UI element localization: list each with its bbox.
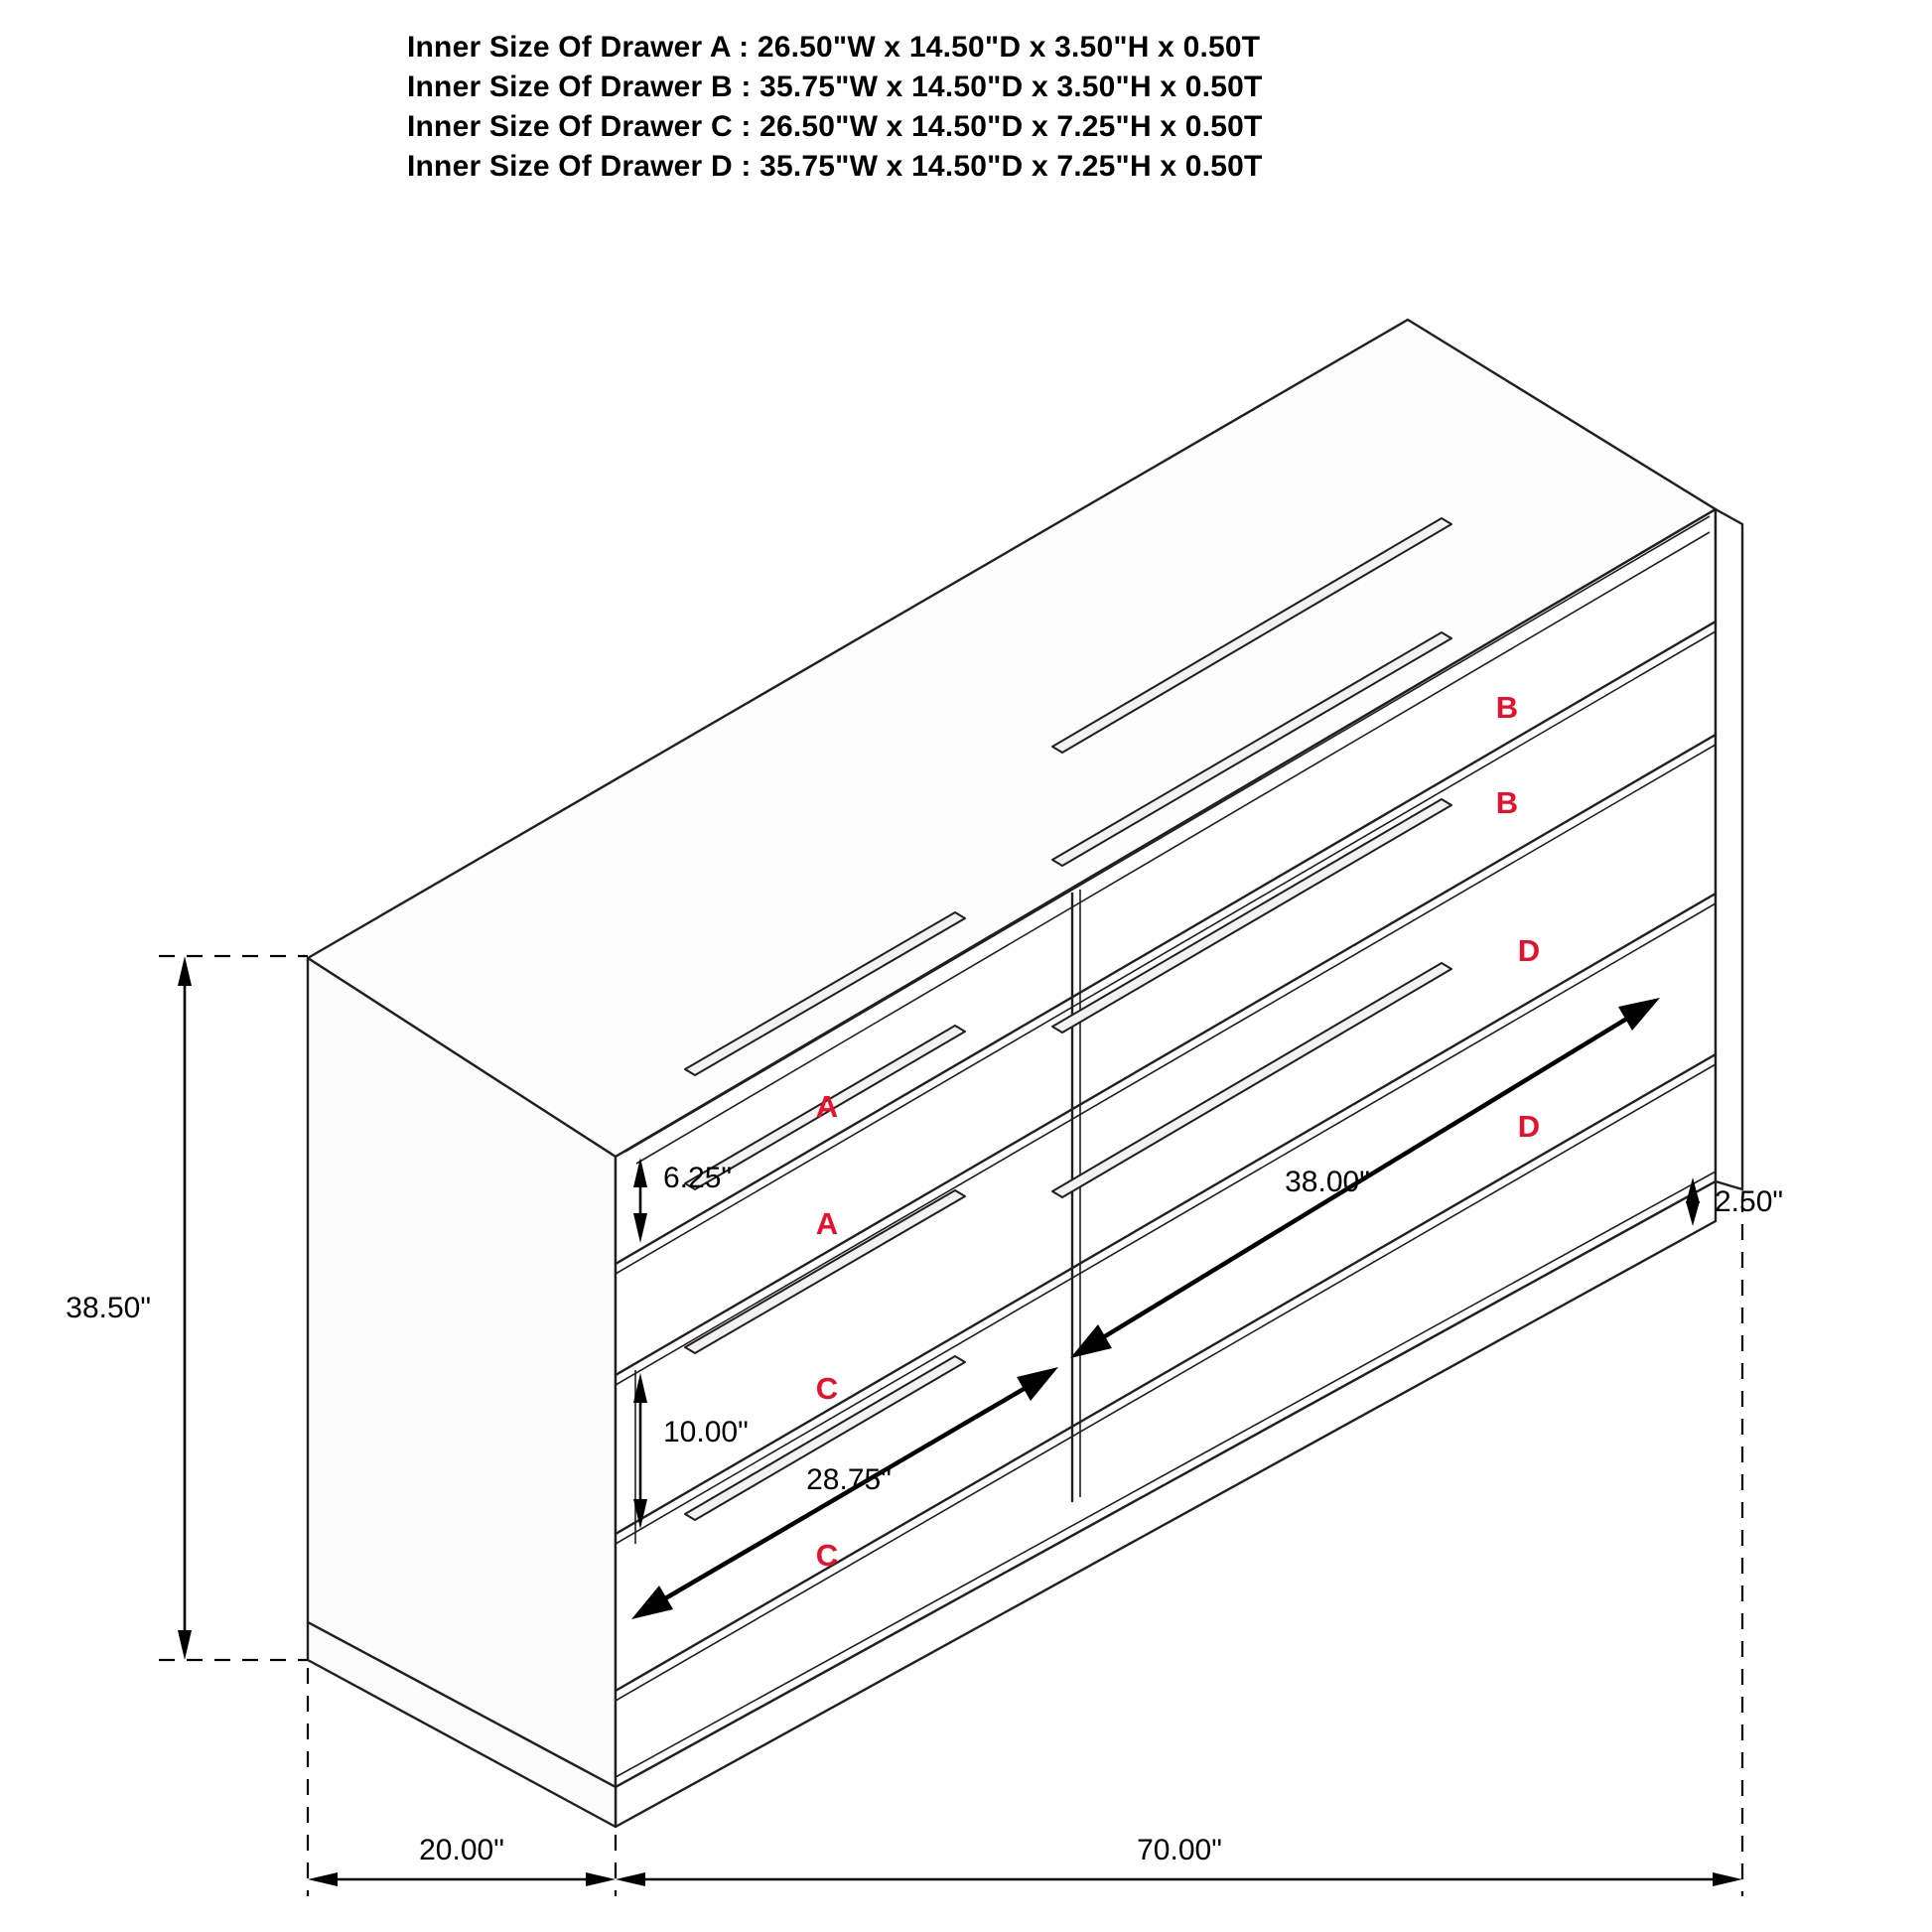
drawer-label-right-4: D: [1517, 1109, 1541, 1144]
drawer-spec-line-c: Inner Size Of Drawer C : 26.50"W x 14.50"D x 7.25"H x 0.50T: [407, 109, 1263, 143]
drawer-spec-line-d: Inner Size Of Drawer D : 35.75"W x 14.50"D x 7.25"H x 0.50T: [407, 149, 1263, 183]
drawer-label-left-3: C: [815, 1371, 839, 1406]
dimension-label-10-00: 10.00": [663, 1416, 749, 1449]
dimension-label-overall-height: 38.50": [66, 1292, 151, 1324]
dimension-label-20-00: 20.00": [419, 1834, 504, 1866]
dimension-label-70-00: 70.00": [1137, 1834, 1222, 1866]
dimension-label-2-50: 2.50": [1715, 1185, 1784, 1218]
dimension-overall-height: [66, 956, 308, 1660]
drawer-label-left-1: A: [815, 1089, 839, 1124]
cabinet-right-edge: [1716, 509, 1742, 1189]
drawer-label-right-3: D: [1517, 933, 1541, 968]
drawer-spec-line-b: Inner Size Of Drawer B : 35.75"W x 14.50"D x 3.50"H x 0.50T: [407, 69, 1263, 103]
drawer-label-left-4: C: [815, 1538, 839, 1573]
dimension-label-38-00: 38.00": [1285, 1166, 1370, 1198]
drawer-spec-line-a: Inner Size Of Drawer A : 26.50"W x 14.50"D x 3.50"H x 0.50T: [407, 31, 1261, 64]
dimension-label-28-75: 28.75": [806, 1463, 892, 1496]
drawer-label-left-2: A: [815, 1206, 839, 1241]
dimension-label-6-25: 6.25": [663, 1162, 733, 1194]
drawer-label-right-2: B: [1495, 785, 1519, 820]
drawer-label-right-1: B: [1495, 690, 1519, 725]
